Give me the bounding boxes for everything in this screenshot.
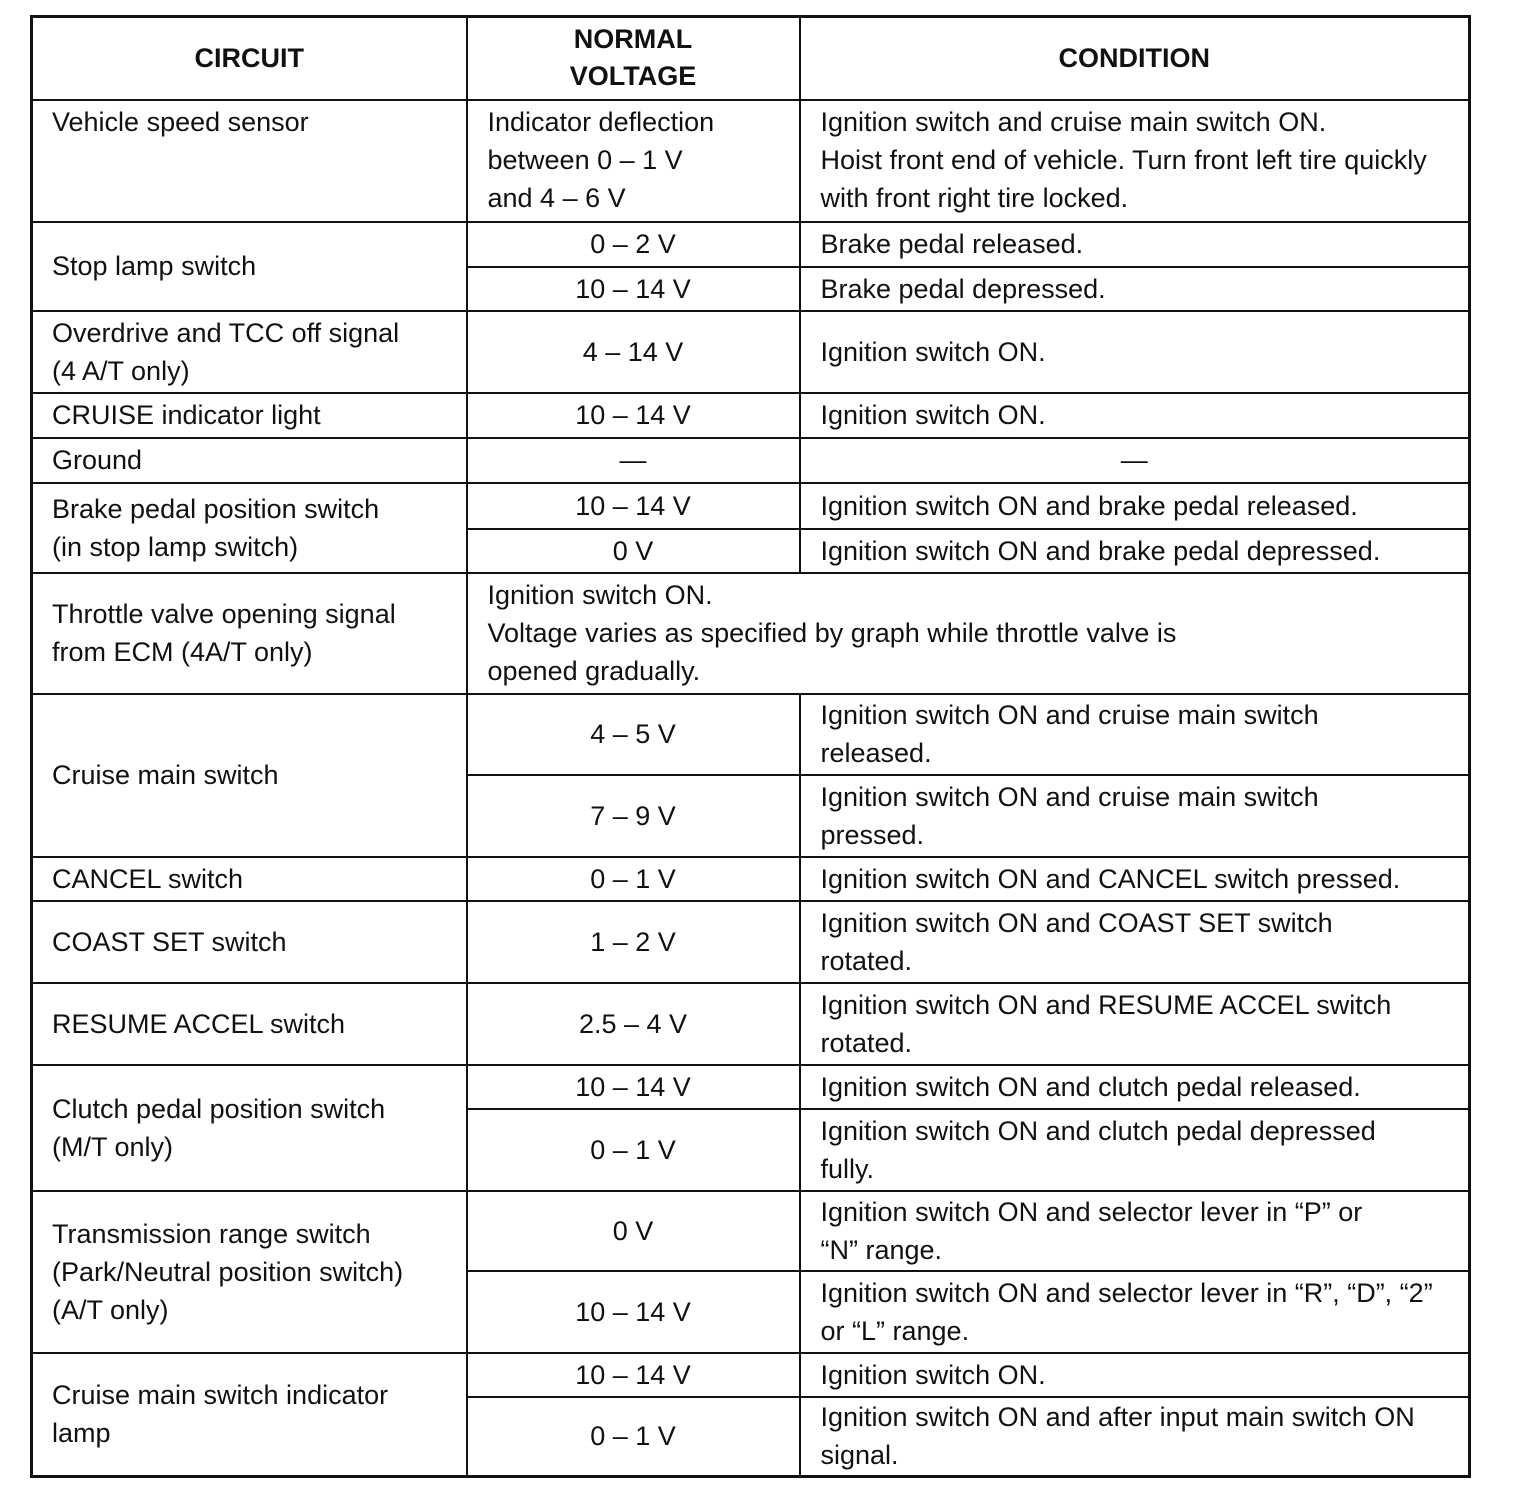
note-line: Ignition switch ON. [487, 580, 713, 610]
circuit-cell: RESUME ACCEL switch [32, 983, 467, 1065]
circuit-cell: COAST SET switch [32, 901, 467, 983]
circuit-line: Clutch pedal position switch [52, 1093, 386, 1124]
header-circuit: CIRCUIT [32, 17, 467, 100]
table-row [32, 311, 1470, 393]
condition-line: rotated. [820, 1027, 913, 1058]
table-row [32, 1353, 1470, 1397]
condition-cell: — [800, 438, 1470, 483]
table-row [32, 857, 1470, 901]
header-voltage-line1: NORMAL [573, 24, 693, 55]
condition-line: Hoist front end of vehicle. Turn front left tire quickly [820, 144, 1427, 175]
throttle-note-cell [467, 573, 1470, 694]
voltage-cell: 10 – 14 V [467, 393, 800, 438]
voltage-cell: 4 – 14 V [467, 311, 800, 393]
header-condition: CONDITION [800, 17, 1470, 100]
table-row [32, 573, 1470, 694]
table-row [32, 901, 1470, 983]
condition-line: Ignition switch ON and COAST SET switch [820, 907, 1333, 938]
condition-line: Ignition switch and cruise main switch ON. [820, 106, 1327, 137]
circuit-cell: CRUISE indicator light [32, 393, 467, 438]
condition-cell: Ignition switch ON and CANCEL switch pressed. [800, 857, 1470, 901]
condition-cell: Ignition switch ON and clutch pedal released. [800, 1065, 1470, 1109]
condition-cell [800, 1397, 1470, 1477]
condition-cell: Brake pedal depressed. [800, 267, 1470, 311]
voltage-cell: 0 – 1 V [467, 1397, 800, 1477]
table-row [32, 1065, 1470, 1109]
voltage-line: between 0 – 1 V [487, 144, 683, 175]
note-line: Voltage varies as specified by graph while throttle valve is [487, 618, 1177, 648]
header-voltage-line2: VOLTAGE [569, 61, 697, 92]
circuit-cell [32, 573, 467, 694]
condition-cell [800, 775, 1470, 857]
circuit-cell: Stop lamp switch [32, 222, 467, 311]
circuit-line: lamp [52, 1418, 111, 1449]
condition-cell [800, 983, 1470, 1065]
circuit-cell [32, 1191, 467, 1353]
circuit-cell [32, 1353, 467, 1477]
circuit-cell: Cruise main switch [32, 694, 467, 857]
condition-line: “N” range. [820, 1234, 943, 1265]
circuit-line: (M/T only) [52, 1131, 174, 1162]
circuit-line: Cruise main switch indicator [52, 1380, 389, 1411]
condition-cell [800, 901, 1470, 983]
circuit-line: (in stop lamp switch) [52, 531, 299, 562]
condition-cell: Ignition switch ON. [800, 311, 1470, 393]
condition-cell [800, 100, 1470, 222]
circuit-cell: Ground [32, 438, 467, 483]
condition-cell: Brake pedal released. [800, 222, 1470, 267]
voltage-cell: 10 – 14 V [467, 1065, 800, 1109]
voltage-cell: 2.5 – 4 V [467, 983, 800, 1065]
circuit-line: Brake pedal position switch [52, 493, 380, 524]
condition-line: fully. [820, 1153, 875, 1184]
circuit-cell [32, 311, 467, 393]
note-line: opened gradually. [487, 656, 701, 686]
condition-cell [800, 694, 1470, 775]
condition-line: Ignition switch ON and after input main switch ON [820, 1402, 1415, 1433]
condition-line: Ignition switch ON and cruise main switch [820, 700, 1319, 730]
condition-line: with front right tire locked. [820, 182, 1129, 213]
voltage-line: and 4 – 6 V [487, 182, 626, 213]
header-normal-voltage [467, 17, 800, 100]
voltage-line: Indicator deflection [487, 106, 715, 137]
condition-line: Ignition switch ON and clutch pedal depressed [820, 1115, 1376, 1146]
circuit-line: Throttle valve opening signal [52, 599, 396, 629]
circuit-cell: CANCEL switch [32, 857, 467, 901]
circuit-line: (A/T only) [52, 1294, 169, 1325]
table-row [32, 694, 1470, 775]
voltage-cell: 0 – 1 V [467, 1109, 800, 1191]
condition-cell: Ignition switch ON. [800, 393, 1470, 438]
table-row [32, 222, 1470, 267]
voltage-cell: 0 – 2 V [467, 222, 800, 267]
condition-cell: Ignition switch ON and brake pedal depressed. [800, 529, 1470, 573]
condition-cell [800, 1271, 1470, 1353]
condition-line: Ignition switch ON and selector lever in “R”, “D”, “2” [820, 1277, 1433, 1308]
header-row [32, 17, 1470, 100]
table-row [32, 393, 1470, 438]
condition-cell: Ignition switch ON and brake pedal released. [800, 483, 1470, 529]
circuit-line: from ECM (4A/T only) [52, 637, 313, 667]
condition-cell: Ignition switch ON. [800, 1353, 1470, 1397]
condition-cell [800, 1109, 1470, 1191]
voltage-cell: 0 V [467, 529, 800, 573]
table-row [32, 1191, 1470, 1271]
circuit-line: (Park/Neutral position switch) [52, 1256, 404, 1287]
voltage-cell: — [467, 438, 800, 483]
condition-line: pressed. [820, 819, 925, 850]
condition-line: Ignition switch ON and cruise main switch [820, 781, 1319, 812]
circuit-line: Overdrive and TCC off signal [52, 317, 400, 348]
circuit-cell [32, 483, 467, 573]
table-row [32, 100, 1470, 222]
condition-line: rotated. [820, 945, 913, 976]
condition-line: Ignition switch ON and RESUME ACCEL switch [820, 989, 1392, 1020]
condition-line: signal. [820, 1440, 899, 1471]
table-row [32, 483, 1470, 529]
condition-line: or “L” range. [820, 1315, 970, 1346]
circuit-cell: Vehicle speed sensor [32, 100, 467, 222]
table-row [32, 983, 1470, 1065]
circuit-voltage-table [30, 15, 1471, 1478]
voltage-cell: 10 – 14 V [467, 1271, 800, 1353]
voltage-cell: 0 V [467, 1191, 800, 1271]
voltage-cell: 1 – 2 V [467, 901, 800, 983]
table-row [32, 438, 1470, 483]
voltage-cell [467, 100, 800, 222]
voltage-cell: 10 – 14 V [467, 483, 800, 529]
voltage-cell: 10 – 14 V [467, 267, 800, 311]
circuit-line: (4 A/T only) [52, 355, 190, 386]
voltage-cell: 7 – 9 V [467, 775, 800, 857]
condition-line: Ignition switch ON and selector lever in “P” or [820, 1196, 1363, 1227]
circuit-cell [32, 1065, 467, 1191]
condition-cell [800, 1191, 1470, 1271]
voltage-cell: 0 – 1 V [467, 857, 800, 901]
voltage-cell: 10 – 14 V [467, 1353, 800, 1397]
condition-line: released. [820, 738, 932, 768]
circuit-line: Transmission range switch [52, 1218, 371, 1249]
voltage-cell: 4 – 5 V [467, 694, 800, 775]
